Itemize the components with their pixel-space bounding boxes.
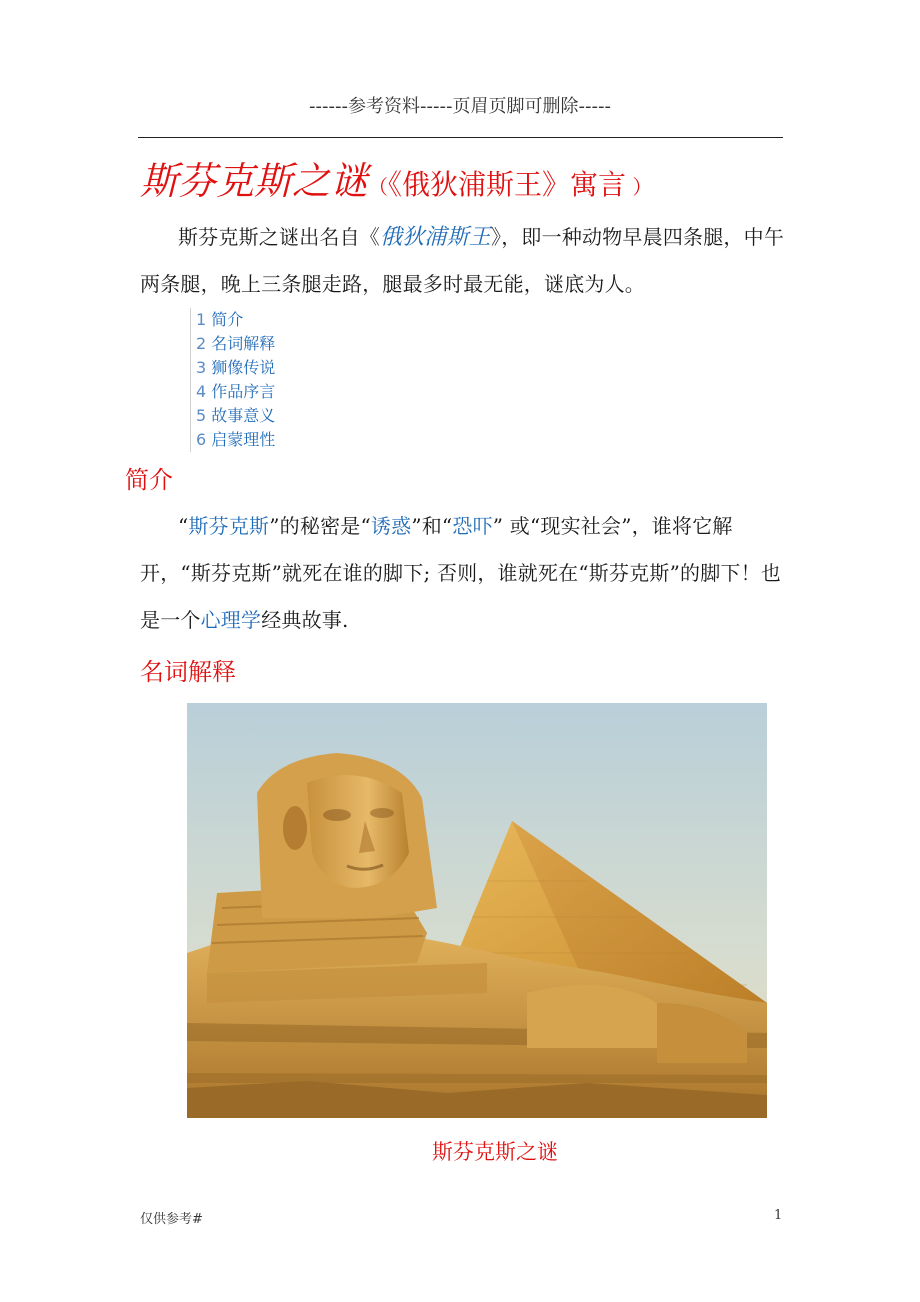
figure-caption: 斯芬克斯之谜	[432, 1140, 558, 1164]
oedipus-link[interactable]: 俄狄浦斯王	[380, 225, 492, 250]
title-main: 斯芬克斯之谜	[140, 159, 369, 203]
intimidation-link[interactable]: 恐吓	[452, 514, 493, 538]
title-paren-open: （	[368, 175, 389, 199]
page-number: 1	[774, 1208, 783, 1223]
toc-number: 4	[196, 382, 207, 401]
temptation-link[interactable]: 诱惑	[370, 514, 412, 538]
title-subtitle: 《俄狄浦斯王》寓言	[388, 168, 627, 201]
page-header-text: ------参考资料-----页眉页脚可删除-----	[309, 96, 611, 117]
intro-text-before: 斯芬克斯之谜出名自《	[178, 225, 380, 249]
intro-text-after: 》，即一种动物早晨四条腿，中午两条腿，晚上三条腿走路，腿最多时最无能，谜底为人。	[140, 225, 785, 296]
toc-number: 6	[196, 430, 207, 449]
para-text-2: ”和“	[411, 514, 453, 538]
quote-open: “	[178, 514, 189, 538]
toc-item-1[interactable]	[196, 308, 275, 332]
toc-item-5[interactable]	[196, 404, 275, 428]
toc-number: 3	[196, 358, 207, 377]
para-text-4: 经典故事.	[261, 608, 349, 632]
sphinx-pyramid-photo	[187, 703, 767, 1118]
toc-number: 5	[196, 406, 207, 425]
toc-label: 作品序言	[211, 382, 276, 401]
section-heading-definition: 名词解释	[140, 658, 236, 686]
toc-item-4[interactable]	[196, 380, 275, 404]
intro-section-paragraph	[140, 503, 785, 644]
toc-label: 简介	[211, 310, 244, 329]
para-text-1: ”的秘密是“	[269, 514, 371, 538]
table-of-contents	[190, 308, 275, 452]
para-text-3: ” 或“现实社会”，谁将它解开，“斯芬克斯”就死在谁的脚下; 否则，谁就死在“斯芬克斯”的脚下！也是一个	[140, 514, 781, 632]
intro-paragraph	[140, 214, 785, 308]
toc-label: 名词解释	[211, 334, 276, 353]
toc-number: 2	[196, 334, 207, 353]
psychology-link[interactable]: 心理学	[200, 608, 262, 632]
toc-label: 故事意义	[211, 406, 276, 425]
toc-item-2[interactable]	[196, 332, 275, 356]
footer-note: 仅供参考#	[140, 1212, 203, 1227]
document-title	[140, 150, 652, 205]
toc-number: 1	[196, 310, 207, 329]
toc-label: 狮像传说	[211, 358, 276, 377]
sphinx-link[interactable]: 斯芬克斯	[188, 514, 270, 538]
header-rule	[138, 137, 783, 138]
toc-item-3[interactable]	[196, 356, 275, 380]
toc-label: 启蒙理性	[211, 430, 276, 449]
section-heading-intro: 简介	[125, 466, 173, 494]
title-paren-close: ）	[626, 175, 653, 199]
toc-item-6[interactable]	[196, 428, 275, 452]
